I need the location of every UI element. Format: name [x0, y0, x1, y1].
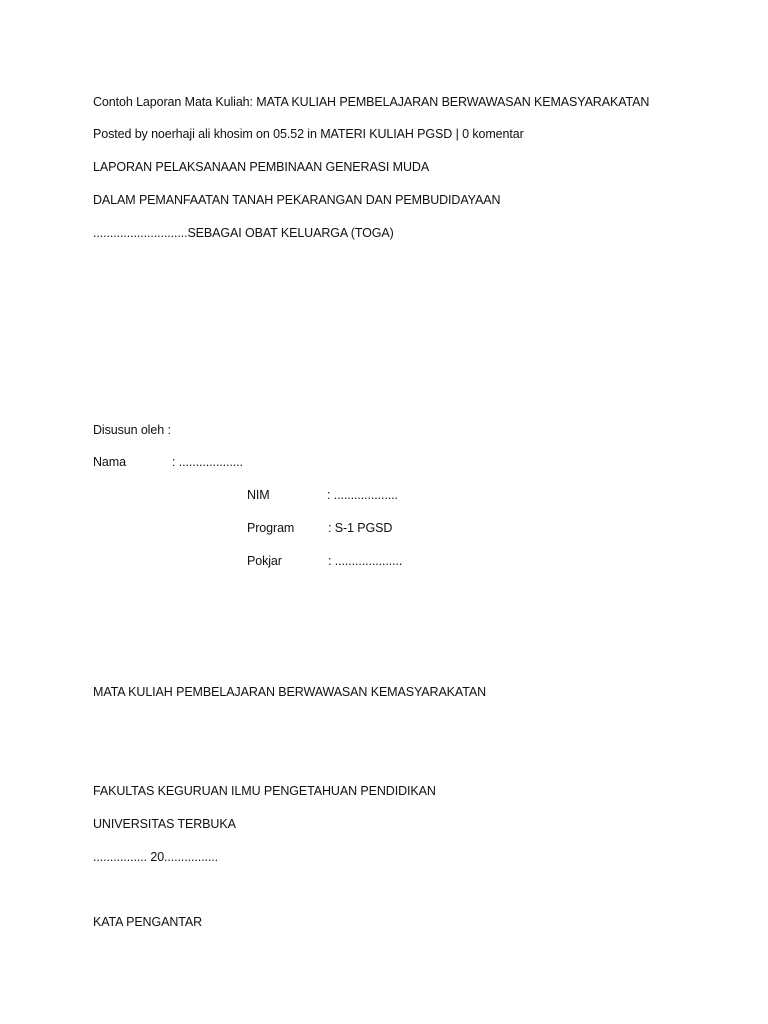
- field-nim-value: : ...................: [327, 488, 398, 502]
- report-heading-3: ............................SEBAGAI OBAT KELUARGA (TOGA): [93, 226, 394, 240]
- report-heading-1: LAPORAN PELAKSANAAN PEMBINAAN GENERASI MUDA: [93, 160, 430, 174]
- course-line: MATA KULIAH PEMBELAJARAN BERWAWASAN KEMASYARAKATAN: [93, 685, 487, 699]
- field-pokjar-value: : ....................: [328, 554, 403, 568]
- field-nama-value: : ...................: [172, 455, 243, 469]
- posted-by-line: Posted by noerhaji ali khosim on 05.52 in MATERI KULIAH PGSD | 0 komentar: [93, 127, 524, 141]
- date-line: ................ 20................: [93, 850, 219, 864]
- field-nim-label: NIM: [247, 488, 270, 502]
- kata-pengantar-heading: KATA PENGANTAR: [93, 915, 203, 929]
- disusun-oleh-label: Disusun oleh :: [93, 423, 171, 437]
- faculty-line: FAKULTAS KEGURUAN ILMU PENGETAHUAN PENDIDIKAN: [93, 784, 436, 798]
- field-program-value: : S-1 PGSD: [328, 521, 393, 535]
- university-line: UNIVERSITAS TERBUKA: [93, 817, 236, 831]
- field-pokjar-label: Pokjar: [247, 554, 282, 568]
- field-nama-label: Nama: [93, 455, 126, 469]
- field-program-label: Program: [247, 521, 295, 535]
- document-title-line: Contoh Laporan Mata Kuliah: MATA KULIAH PEMBELAJARAN BERWAWASAN KEMASYARAKATAN: [93, 95, 650, 109]
- report-heading-2: DALAM PEMANFAATAN TANAH PEKARANGAN DAN PEMBUDIDAYAAN: [93, 193, 501, 207]
